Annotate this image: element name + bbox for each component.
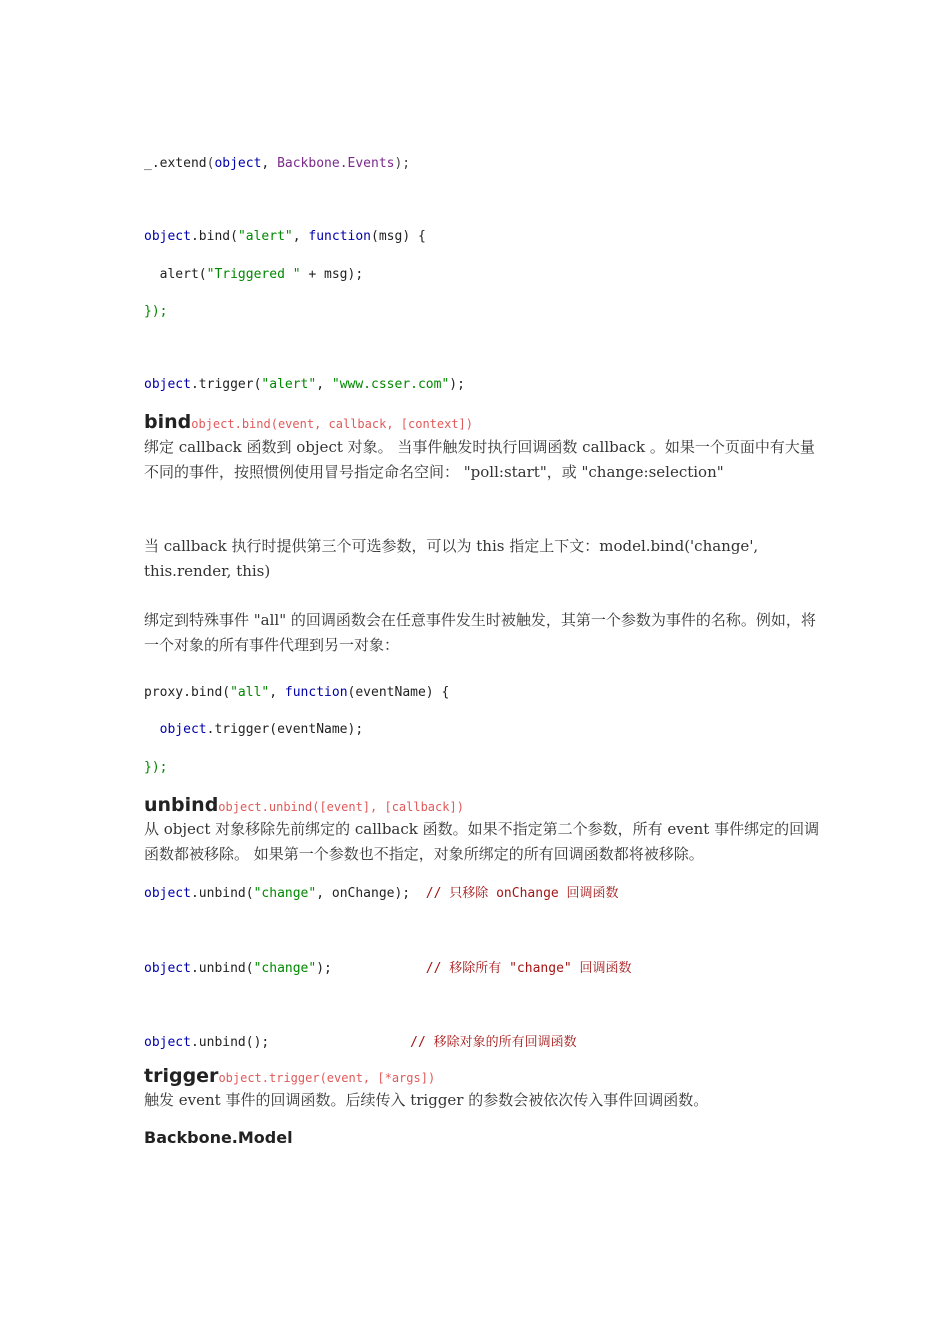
code-proxy-line-2: object.trigger(eventName); [159, 722, 364, 737]
code-bind-line-2: alert("Triggered " + msg); [144, 267, 364, 282]
bind-description-3: 绑定到特殊事件 "all" 的回调函数会在任意事件发生时被触发，其第一个参数为事件的名称。例如，将一个对象的所有事件代理到另一对象： [144, 611, 816, 654]
code-bind-line-1: object.bind("alert", function(msg) { [144, 229, 426, 244]
bind-description-1: 绑定 callback 函数到 object 对象。 当事件触发时执行回调函数 callback 。如果一个页面中有大量不同的事件，按照惯例使用冒号指定命名空间： "poll:start"，或 "change:selection" [144, 438, 815, 481]
code-unbind-line-3: object.unbind(); // 移除对象的所有回调函数 [144, 1035, 577, 1050]
code-unbind-line-1: object.unbind("change", onChange); // 只移除 onChange 回调函数 [144, 886, 619, 901]
unbind-description: 从 object 对象移除先前绑定的 callback 函数。如果不指定第二个参数，所有 event 事件绑定的回调函数都被移除。 如果第一个参数也不指定，对象所绑定的所有回调函数都将被移除。 [144, 820, 820, 863]
code-bind-line-3: }); [144, 304, 168, 319]
bind-heading: bindobject.bind(event, callback, [context]) [144, 411, 474, 433]
code-extend-line: _.extend(object, Backbone.Events); [144, 156, 411, 171]
code-proxy-line-3: }); [144, 760, 168, 775]
trigger-description: 触发 event 事件的回调函数。后续传入 trigger 的参数会被依次传入事件回调函数。 [144, 1091, 709, 1109]
unbind-heading: unbindobject.unbind([event], [callback]) [144, 794, 464, 816]
bind-description-2: 当 callback 执行时提供第三个可选参数，可以为 this 指定上下文：model.bind('change', this.render, this) [144, 537, 759, 580]
code-unbind-line-2: object.unbind("change"); // 移除所有 "change" 回调函数 [144, 961, 632, 976]
backbone-model-heading: Backbone.Model [144, 1128, 293, 1147]
code-proxy-line-1: proxy.bind("all", function(eventName) { [144, 685, 450, 700]
code-trigger-line: object.trigger("alert", "www.csser.com"); [144, 377, 465, 392]
trigger-heading: triggerobject.trigger(event, [*args]) [144, 1065, 436, 1087]
